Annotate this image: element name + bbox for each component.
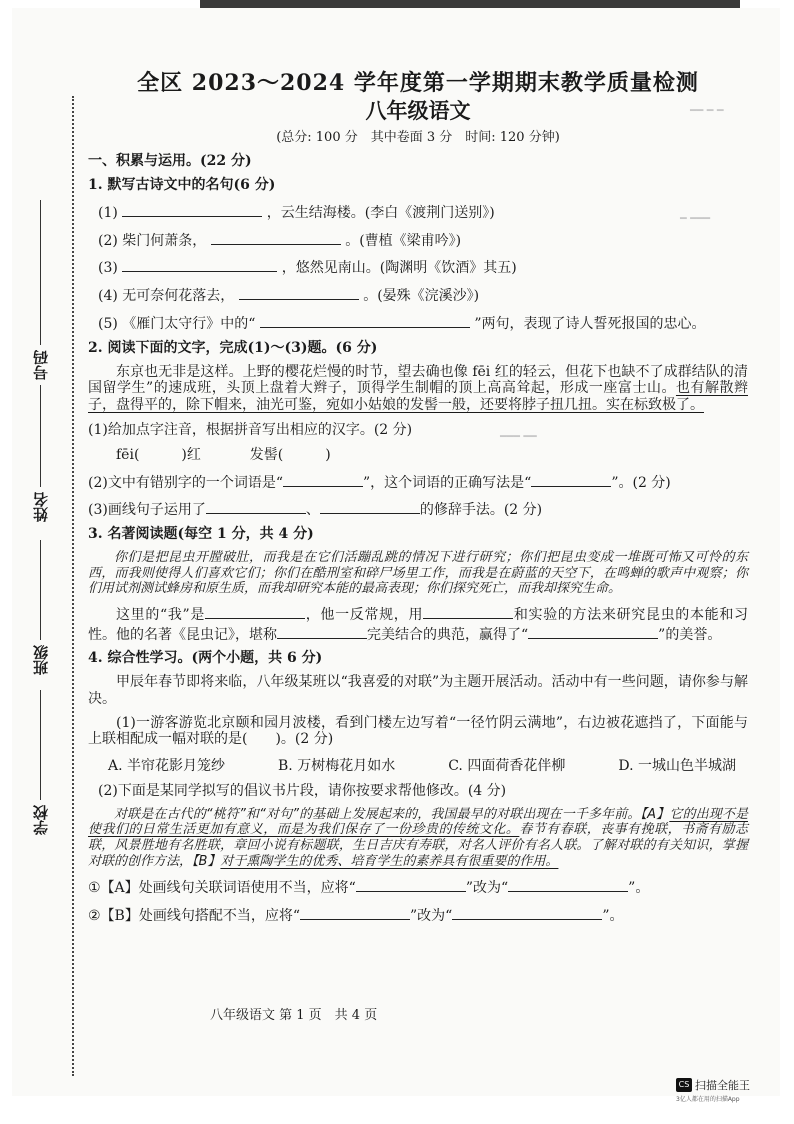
q2-title: 2. 阅读下面的文字，完成(1)～(3)题。(6 分) xyxy=(88,339,378,356)
camscanner-logo-icon: CS xyxy=(676,1078,692,1092)
answer-blank[interactable] xyxy=(277,624,367,639)
q4-sub1: (1)一游客游览北京颐和园月波楼，看到门楼左边写着“一径竹阴云满地”，右边被花遮挡了，下面能与上联相配成一幅对联的是( )。(2 分) xyxy=(88,714,748,748)
option-d[interactable]: D. 一城山色半城湖 xyxy=(618,758,736,775)
exam-meta: (总分: 100 分 其中卷面 3 分 时间: 120 分钟) xyxy=(276,129,560,145)
name-line xyxy=(40,385,41,487)
answer-blank[interactable] xyxy=(528,624,658,639)
answer-blank[interactable] xyxy=(211,230,341,245)
q4-fix-b: ②【B】处画线句搭配不当，应将“ ”改为“ ”。 xyxy=(88,905,748,925)
answer-blank[interactable] xyxy=(122,257,277,272)
answer-blank[interactable] xyxy=(423,604,513,619)
exam-title: 全区 2023～2024 学年度第一学期期末教学质量检测 xyxy=(137,70,699,96)
q1-item-3: (3) ，悠然见南山。(陶渊明《饮酒》其五) xyxy=(88,257,748,277)
underlined-sentence: 也有解散辫子，盘得平的，除下帽来，油光可鉴，宛如小姑娘的发髻一般，还要将脖子扭几扭。实在标致极了。 xyxy=(88,380,748,414)
binding-dotted-line xyxy=(72,96,74,1076)
q2-passage: 东京也无非是这样。上野的樱花烂慢的时节，望去确也像 fēi 红的轻云，但花下也缺不了成群结队的清国留学生”的速成班，头顶上盘着大辫子，顶得学生制帽的顶上高高耸起，形成一座富士山。也有解散辫子，盘得平的，除下帽来，油光可鉴，宛如小姑娘的发髻一般，还要将脖子扭几扭。实在标致极了。 xyxy=(88,363,748,414)
fei-fill[interactable]: fēi( )红 xyxy=(116,446,201,463)
q2-sub2: (2)文中有错别字的一个词语是“ ”，这个词语的正确写法是“ ”。(2 分) xyxy=(88,472,748,492)
answer-blank[interactable] xyxy=(320,499,420,514)
class-label: 班级 xyxy=(32,645,50,675)
school-label: 学校 xyxy=(32,805,50,835)
q4-proposal: 对联是在古代的“桃符”和“对句”的基础上发展起来的，我国最早的对联出现在一千多年前。【A】它的出现不是使我们的日常生活更加有意义，而是为我们保存了一份珍贵的传统文化。春节有春联，丧事有挽联，书斋有励志联，风景胜地有名胜联，章回小说有标题联，生日吉庆有寿联，对名人评价有名人联。了解对联的有关知识，掌握对联的创作方法，【B】对于熏陶学生的优秀、培育学生的素养具有很重要的作用。 xyxy=(88,806,748,869)
answer-blank[interactable] xyxy=(239,285,359,300)
q4-fix-a: ①【A】处画线句关联词语使用不当，应将“ ”改为“ ”。 xyxy=(88,877,748,897)
q2-sub3: (3)画线句子运用了 、 的修辞手法。(2 分) xyxy=(88,499,748,519)
q2-sub1: (1)给加点字注音，根据拼音写出相应的汉字。(2 分) xyxy=(88,421,413,438)
answer-blank[interactable] xyxy=(531,472,611,487)
option-a[interactable]: A. 半帘花影月笼纱 xyxy=(108,758,226,775)
q4-intro: 甲辰年春节即将来临，八年级某班以“我喜爱的对联”为主题开展活动。活动中有一些问题，请你参与解决。 xyxy=(88,674,748,707)
faji-fill[interactable]: 发髻( ) xyxy=(249,446,331,463)
q3-quote: 你们是把昆虫开膛破肚，而我是在它们活蹦乱跳的情况下进行研究；你们把昆虫变成一堆既可怖又可怜的东西，而我则使得人们喜欢它们；你们在酷刑室和碎尸场里工作，而我是在蔚蓝的天空下，在鸣蝉的歌声中观察；你们用试剂测试蜂房和原生质，而我却研究本能的最高表现；你们探究死亡，而我却探究生命。 xyxy=(88,549,748,597)
answer-blank[interactable] xyxy=(122,202,262,217)
bleed-through-mark: ━ ━━━ xyxy=(680,212,710,225)
q4-options xyxy=(88,758,748,775)
answer-blank[interactable] xyxy=(452,905,602,920)
exam-content xyxy=(88,70,748,925)
option-b[interactable]: B. 万树梅花月如水 xyxy=(278,758,396,775)
class-line xyxy=(40,540,41,640)
q1-item-4: (4) 无可奈何花落去， 。(晏殊《浣溪沙》) xyxy=(88,285,748,305)
bleed-through-mark: ━━━ ━━ xyxy=(500,430,537,443)
exam-no-label: 号码 xyxy=(32,350,50,380)
q1-item-2: (2) 柴门何萧条， 。(曹植《梁甫吟》) xyxy=(88,230,748,250)
bleed-through-mark: ━━ ━ ━ xyxy=(690,104,724,117)
exam-subject: 八年级语文 xyxy=(365,98,471,124)
name-label: 姓名 xyxy=(32,492,50,522)
school-line xyxy=(40,690,41,800)
answer-blank[interactable] xyxy=(260,313,470,328)
watermark-name: 扫描全能王 xyxy=(695,1078,750,1092)
q2-sub1-fills xyxy=(88,447,748,464)
q4-title: 4. 综合性学习。(两个小题，共 6 分) xyxy=(88,650,323,667)
underlined-sentence-a: 它的出现不是使我们的日常生活更加有意义，而是为我们保存了一份珍贵的传统文化。 xyxy=(88,806,748,838)
page-footer: 八年级语文 第 1 页 共 4 页 xyxy=(210,1008,378,1023)
q1-title: 1. 默写古诗文中的名句(6 分) xyxy=(88,176,276,193)
watermark-sub: 3亿人都在用的扫描App xyxy=(676,1096,740,1103)
answer-blank[interactable] xyxy=(508,877,628,892)
answer-blank[interactable] xyxy=(356,877,466,892)
q3-fill: 这里的“我”是 ，他一反常规，用 和实验的方法来研究昆虫的本能和习性。他的名著《昆虫记》，堪称 完美结合的典范，赢得了“ ”的美誉。 xyxy=(88,604,748,644)
q1-item-5: (5) 《雁门太守行》中的“ ”两句，表现了诗人誓死报国的忠心。 xyxy=(88,313,748,333)
section-1-title: 一、积累与运用。(22 分) xyxy=(88,153,252,170)
q4-sub2: (2)下面是某同学拟写的倡议书片段，请你按要求帮他修改。(4 分) xyxy=(98,783,507,800)
underlined-sentence-b: 对于熏陶学生的优秀、培育学生的素养具有很重要的作用。 xyxy=(220,853,559,869)
exam-no-line xyxy=(40,200,41,345)
answer-blank[interactable] xyxy=(206,499,306,514)
option-c[interactable]: C. 四面荷香花伴柳 xyxy=(448,758,566,775)
q1-item-1: (1) ，云生结海楼。(李白《渡荆门送别》) xyxy=(88,202,748,222)
answer-blank[interactable] xyxy=(300,905,410,920)
answer-blank[interactable] xyxy=(205,604,305,619)
q3-title: 3. 名著阅读题(每空 1 分，共 4 分) xyxy=(88,526,314,543)
answer-blank[interactable] xyxy=(283,472,363,487)
scanner-watermark xyxy=(676,1074,750,1103)
